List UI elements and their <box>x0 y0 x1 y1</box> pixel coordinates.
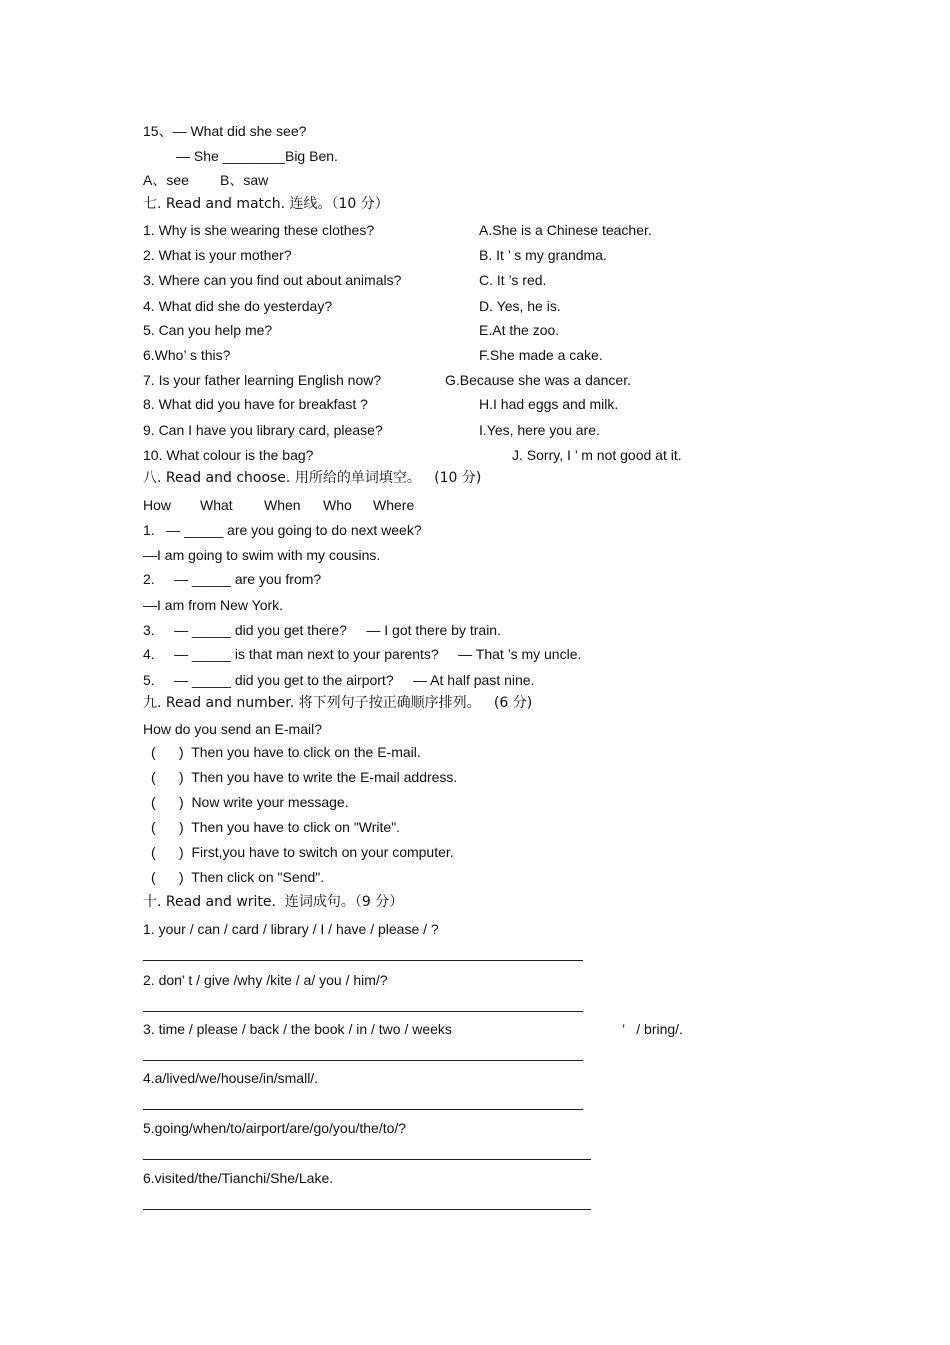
match-left-item: 2. What is your mother? <box>143 247 292 263</box>
order-item: ( ) Then you have to click on the E-mail. <box>151 744 421 760</box>
scramble-item: 6.visited/the/Tianchi/She/Lake. <box>143 1170 334 1186</box>
fill-in-item: —I am from New York. <box>143 597 284 613</box>
q15-options: A、see B、saw <box>143 172 269 188</box>
match-right-item: D. Yes, he is. <box>479 298 561 314</box>
answer-line <box>143 1011 583 1012</box>
match-right-item: F.She made a cake. <box>479 347 603 363</box>
order-item: ( ) Then you have to click on "Write". <box>151 819 401 835</box>
fill-in-item: —I am going to swim with my cousins. <box>143 547 381 563</box>
answer-line <box>143 1159 591 1160</box>
word-bank-item: Where <box>373 497 415 513</box>
word-bank-item: Who <box>323 497 352 513</box>
match-left-item: 9. Can I have you library card, please? <box>143 422 383 438</box>
word-bank-item: How <box>143 497 172 513</box>
fill-in-item: 1. — _____ are you going to do next week? <box>143 522 422 538</box>
match-right-item: B. It ’ s my grandma. <box>479 247 607 263</box>
fill-in-item: 2. — _____ are you from? <box>143 571 322 587</box>
match-left-item: 7. Is your father learning English now? <box>143 372 382 388</box>
order-item: ( ) Now write your message. <box>151 794 349 810</box>
match-left-item: 8. What did you have for breakfast ? <box>143 396 368 412</box>
word-bank-item: What <box>200 497 233 513</box>
scramble-item: 5.going/when/to/airport/are/go/you/the/to/? <box>143 1120 407 1136</box>
section-9-heading: 九. Read and number. 将下列句子按正确顺序排列。 (6 分) <box>143 695 533 711</box>
match-left-item: 1. Why is she wearing these clothes? <box>143 222 375 238</box>
answer-line <box>143 960 583 961</box>
scramble-item: 1. your / can / card / library / I / have / please / ? <box>143 921 439 937</box>
match-left-item: 6.Who’ s this? <box>143 347 231 363</box>
scramble-item: 4.a/lived/we/house/in/small/. <box>143 1070 319 1086</box>
section-9-prompt: How do you send an E-mail? <box>143 721 322 737</box>
answer-line <box>143 1109 583 1110</box>
fill-in-item: 5. — _____ did you get to the airport? — At half past nine. <box>143 672 535 688</box>
answer-line <box>143 1209 591 1210</box>
q15-question: 15、— What did she see? <box>143 123 307 139</box>
section-10-heading: 十. Read and write. 连词成句。（9 分） <box>143 894 404 910</box>
match-right-item: I.Yes, here you are. <box>479 422 600 438</box>
order-item: ( ) First,you have to switch on your computer. <box>151 844 454 860</box>
answer-line <box>143 1060 583 1061</box>
match-left-item: 4. What did she do yesterday? <box>143 298 333 314</box>
order-item: ( ) Then click on "Send". <box>151 869 325 885</box>
order-item: ( ) Then you have to write the E-mail address. <box>151 769 458 785</box>
match-left-item: 3. Where can you find out about animals? <box>143 272 402 288</box>
match-right-item: G.Because she was a dancer. <box>445 372 631 388</box>
match-left-item: 5. Can you help me? <box>143 322 273 338</box>
scramble-item: 3. time / please / back / the book / in / two / weeks <box>143 1021 452 1037</box>
match-right-item: H.I had eggs and milk. <box>479 396 619 412</box>
fill-in-item: 3. — _____ did you get there? — I got there by train. <box>143 622 501 638</box>
q15-answer: — She ________Big Ben. <box>176 148 338 164</box>
section-8-heading: 八. Read and choose. 用所给的单词填空。 (10 分) <box>143 470 482 486</box>
scramble-item-tail: ’ / bring/. <box>622 1021 683 1037</box>
match-right-item: C. It ’s red. <box>479 272 547 288</box>
match-left-item: 10. What colour is the bag? <box>143 447 314 463</box>
fill-in-item: 4. — _____ is that man next to your parents? — That ’s my uncle. <box>143 646 582 662</box>
match-right-item: J. Sorry, I ’ m not good at it. <box>512 447 682 463</box>
section-7-heading: 七. Read and match. 连线。（10 分） <box>143 196 389 212</box>
word-bank-item: When <box>264 497 301 513</box>
match-right-item: E.At the zoo. <box>479 322 560 338</box>
scramble-item: 2. don’ t / give /why /kite / a/ you / him/? <box>143 972 388 988</box>
match-right-item: A.She is a Chinese teacher. <box>479 222 652 238</box>
